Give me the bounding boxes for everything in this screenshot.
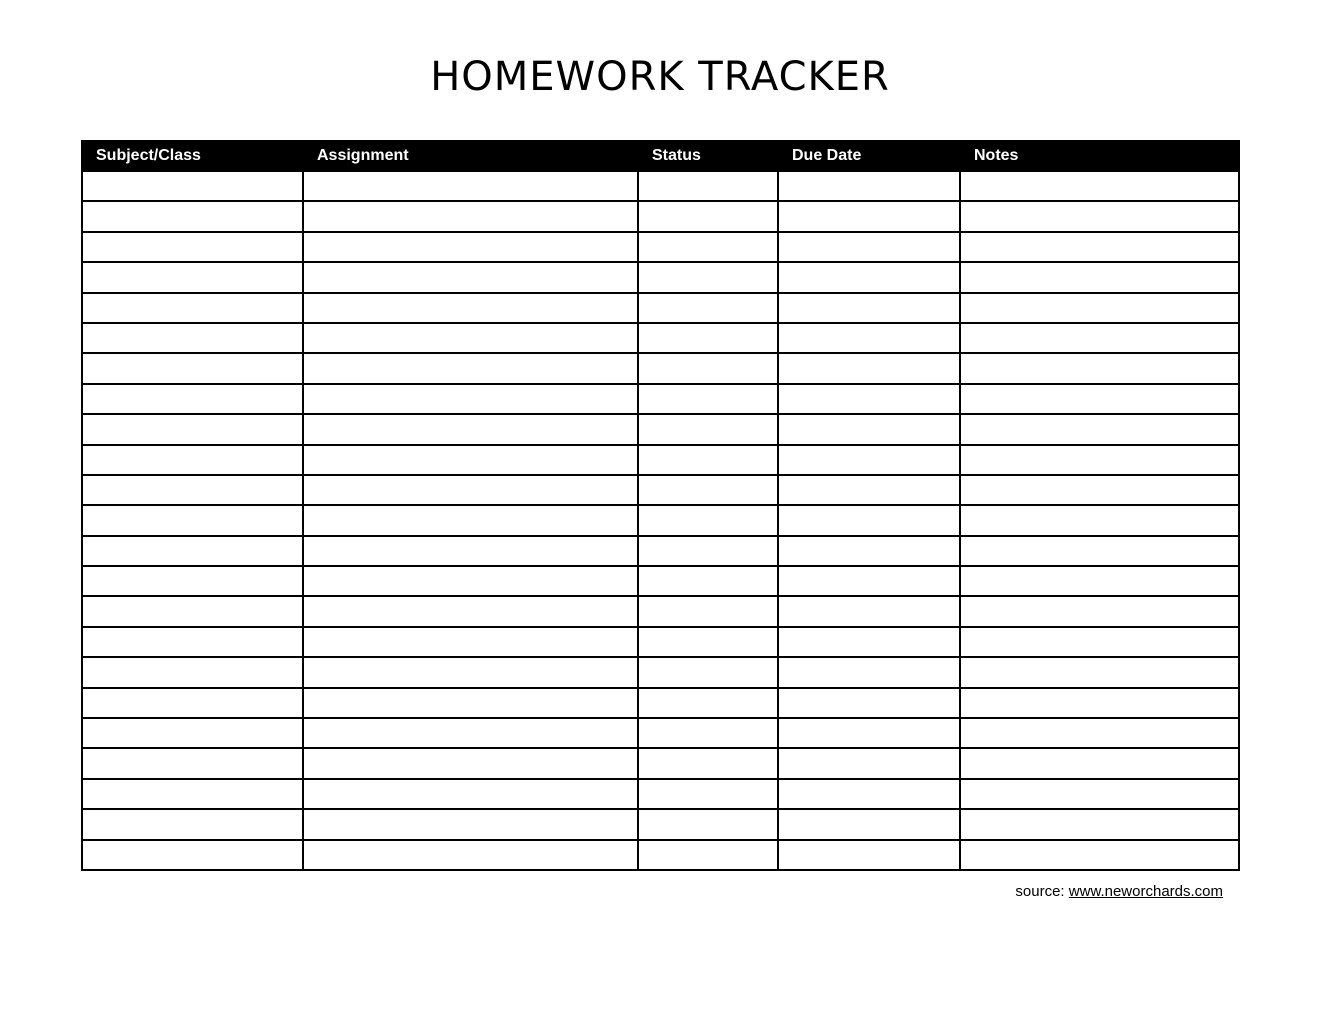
cell-notes — [960, 384, 1239, 414]
cell-due-date — [778, 840, 960, 870]
cell-subject — [82, 566, 303, 596]
cell-assignment — [303, 779, 638, 809]
cell-subject — [82, 384, 303, 414]
cell-due-date — [778, 293, 960, 323]
cell-status — [638, 748, 778, 778]
cell-status — [638, 414, 778, 444]
cell-due-date — [778, 596, 960, 626]
cell-due-date — [778, 779, 960, 809]
cell-status — [638, 536, 778, 566]
cell-notes — [960, 809, 1239, 839]
cell-due-date — [778, 505, 960, 535]
table-row — [82, 232, 1239, 262]
cell-assignment — [303, 809, 638, 839]
cell-notes — [960, 414, 1239, 444]
cell-subject — [82, 232, 303, 262]
cell-due-date — [778, 232, 960, 262]
table-header — [82, 141, 1239, 171]
table-row — [82, 840, 1239, 870]
table-row — [82, 657, 1239, 687]
table-row — [82, 384, 1239, 414]
column-header-subject: Subject/Class — [82, 141, 303, 171]
table-row — [82, 809, 1239, 839]
table-row — [82, 171, 1239, 201]
cell-due-date — [778, 475, 960, 505]
cell-assignment — [303, 627, 638, 657]
cell-subject — [82, 293, 303, 323]
cell-due-date — [778, 536, 960, 566]
cell-notes — [960, 232, 1239, 262]
cell-status — [638, 293, 778, 323]
cell-due-date — [778, 627, 960, 657]
cell-due-date — [778, 657, 960, 687]
cell-assignment — [303, 445, 638, 475]
cell-subject — [82, 475, 303, 505]
table-row — [82, 748, 1239, 778]
table-row — [82, 779, 1239, 809]
cell-notes — [960, 536, 1239, 566]
table-row — [82, 323, 1239, 353]
cell-status — [638, 627, 778, 657]
cell-subject — [82, 171, 303, 201]
cell-subject — [82, 505, 303, 535]
cell-subject — [82, 779, 303, 809]
table-row — [82, 445, 1239, 475]
cell-notes — [960, 293, 1239, 323]
cell-subject — [82, 323, 303, 353]
header-row — [82, 141, 1239, 171]
cell-notes — [960, 627, 1239, 657]
cell-due-date — [778, 566, 960, 596]
cell-status — [638, 596, 778, 626]
cell-status — [638, 475, 778, 505]
column-header-assignment: Assignment — [303, 141, 638, 171]
cell-assignment — [303, 566, 638, 596]
cell-due-date — [778, 262, 960, 292]
cell-notes — [960, 445, 1239, 475]
source-credit — [1015, 882, 1223, 902]
cell-assignment — [303, 201, 638, 231]
cell-subject — [82, 201, 303, 231]
cell-assignment — [303, 718, 638, 748]
cell-due-date — [778, 748, 960, 778]
cell-status — [638, 232, 778, 262]
cell-assignment — [303, 475, 638, 505]
cell-assignment — [303, 505, 638, 535]
cell-notes — [960, 353, 1239, 383]
cell-subject — [82, 596, 303, 626]
cell-due-date — [778, 323, 960, 353]
cell-status — [638, 718, 778, 748]
column-header-notes: Notes — [960, 141, 1239, 171]
cell-assignment — [303, 688, 638, 718]
table-row — [82, 505, 1239, 535]
table-row — [82, 201, 1239, 231]
source-label: source: — [1015, 883, 1065, 900]
cell-status — [638, 262, 778, 292]
cell-notes — [960, 718, 1239, 748]
table-row — [82, 262, 1239, 292]
cell-notes — [960, 566, 1239, 596]
cell-due-date — [778, 171, 960, 201]
cell-status — [638, 809, 778, 839]
column-header-status: Status — [638, 141, 778, 171]
cell-subject — [82, 262, 303, 292]
cell-assignment — [303, 353, 638, 383]
page-title: HOMEWORK TRACKER — [430, 54, 890, 100]
cell-notes — [960, 475, 1239, 505]
cell-subject — [82, 809, 303, 839]
cell-subject — [82, 657, 303, 687]
cell-due-date — [778, 201, 960, 231]
cell-assignment — [303, 657, 638, 687]
cell-status — [638, 445, 778, 475]
cell-assignment — [303, 293, 638, 323]
cell-subject — [82, 718, 303, 748]
cell-status — [638, 171, 778, 201]
table-row — [82, 536, 1239, 566]
table-row — [82, 718, 1239, 748]
cell-due-date — [778, 718, 960, 748]
cell-status — [638, 505, 778, 535]
cell-notes — [960, 171, 1239, 201]
cell-assignment — [303, 414, 638, 444]
cell-subject — [82, 748, 303, 778]
cell-assignment — [303, 748, 638, 778]
cell-due-date — [778, 445, 960, 475]
cell-due-date — [778, 809, 960, 839]
cell-assignment — [303, 840, 638, 870]
cell-assignment — [303, 171, 638, 201]
cell-subject — [82, 688, 303, 718]
cell-assignment — [303, 262, 638, 292]
cell-notes — [960, 596, 1239, 626]
table-row — [82, 414, 1239, 444]
cell-notes — [960, 840, 1239, 870]
cell-assignment — [303, 596, 638, 626]
cell-notes — [960, 779, 1239, 809]
cell-status — [638, 779, 778, 809]
cell-subject — [82, 414, 303, 444]
cell-assignment — [303, 323, 638, 353]
cell-subject — [82, 445, 303, 475]
cell-status — [638, 201, 778, 231]
cell-notes — [960, 201, 1239, 231]
table-row — [82, 596, 1239, 626]
cell-assignment — [303, 384, 638, 414]
table-row — [82, 627, 1239, 657]
table-row — [82, 566, 1239, 596]
table-body — [82, 171, 1239, 870]
cell-assignment — [303, 536, 638, 566]
cell-status — [638, 657, 778, 687]
cell-notes — [960, 262, 1239, 292]
homework-table — [81, 140, 1240, 871]
cell-due-date — [778, 414, 960, 444]
cell-status — [638, 353, 778, 383]
table-row — [82, 293, 1239, 323]
cell-notes — [960, 657, 1239, 687]
cell-due-date — [778, 688, 960, 718]
cell-assignment — [303, 232, 638, 262]
cell-status — [638, 566, 778, 596]
cell-status — [638, 323, 778, 353]
cell-status — [638, 840, 778, 870]
cell-subject — [82, 840, 303, 870]
cell-subject — [82, 536, 303, 566]
table-row — [82, 353, 1239, 383]
source-link[interactable]: www.neworchards.com — [1068, 883, 1223, 900]
cell-status — [638, 688, 778, 718]
table-row — [82, 475, 1239, 505]
cell-notes — [960, 688, 1239, 718]
cell-subject — [82, 353, 303, 383]
cell-status — [638, 384, 778, 414]
cell-due-date — [778, 353, 960, 383]
cell-notes — [960, 505, 1239, 535]
column-header-due-date: Due Date — [778, 141, 960, 171]
cell-due-date — [778, 384, 960, 414]
cell-notes — [960, 323, 1239, 353]
cell-notes — [960, 748, 1239, 778]
table-row — [82, 688, 1239, 718]
cell-subject — [82, 627, 303, 657]
